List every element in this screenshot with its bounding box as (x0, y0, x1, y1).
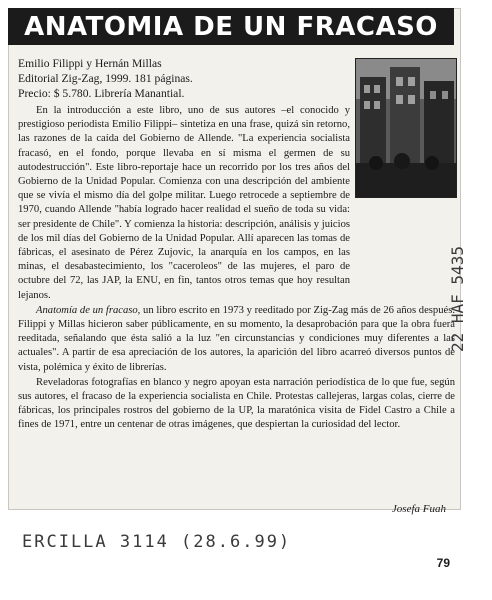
author-signature: Josefa Fuah (391, 503, 446, 515)
paragraph-3: Reveladoras fotografías en blanco y negro apoyan esta narración periodística de lo que fue, según sus autores, el fracaso de la experiencia socialista en Chile. Protestas callejeras, largas colas, cierre de fábricas, los principales rostros del gobierno de la UP, la maratónica visita de Fidel Castro a Chile a fines de 1971, entre un centenar de otras imágenes, que despiertan la curiosidad del lector. (18, 376, 455, 431)
review-body (18, 104, 455, 433)
paragraph-1: En la introducción a este libro, uno de sus autores –el conocido y prestigioso periodista Emilio Filippi– sintetiza en una frase, quizá sin retorno, las razones de la caída del Gobierno de Allende. "La experiencia socialista fracasó, en el fondo, porque llevaba en sí misma el germen de su autodestrucción". Este libro-reportaje hace un recorrido por los tres años del Gobierno de la Unidad Popular. Comienza con una descripción del ambiente que se vivía el mismo día del golpe militar. Luego retrocede a septiembre de 1970, cuando Allende "había logrado hacer realidad el sueño de toda su vida: ser presidente de Chile". Y comienza la historia: descripción, análisis y juicios de los mil días del Gobierno de la Unidad Popular. Allí aparecen las tomas de fábricas, el asesinato de Pérez Zujovic, la anarquía en los campos, en las minas, el desabastecimiento, los "caceroleos" de las mujeres, el paro de octubre del 72, las JAP, la ENU, en fin, tantos otros temas que hoy resultan lejanos. (18, 105, 350, 301)
book-title-italic: Anatomía de un fracaso, (36, 304, 141, 316)
book-price: Precio: $ 5.780. Librería Manantial. (18, 87, 185, 100)
book-authors: Emilio Filippi y Hernán Millas (18, 57, 162, 70)
handwritten-source-note: ERCILLA 3114 (28.6.99) (22, 532, 292, 552)
paragraph-2 (18, 304, 455, 375)
page-number: 79 (436, 556, 450, 570)
paragraph-2-text: un libro escrito en 1973 y reeditado por Zig-Zag más de 26 años después. Filippi y Millas hicieron saber públicamente, en su momento, la desaprobación para que la obra fuera reeditada, señalando que ésta salió a la luz "en circunstancias y condiciones muy diferentes a las actuales". A partir de esa apreciación de los autores, la aparición del libro acarreó diversos puntos de vista, polémica y éxito de librerías. (18, 304, 455, 373)
handwritten-archive-code: 22 HAF 5435 (448, 246, 467, 352)
headline: ANATOMIA DE UN FRACASO (8, 8, 454, 45)
book-details (18, 56, 348, 101)
book-publisher: Editorial Zig-Zag, 1999. 181 páginas. (18, 72, 193, 85)
